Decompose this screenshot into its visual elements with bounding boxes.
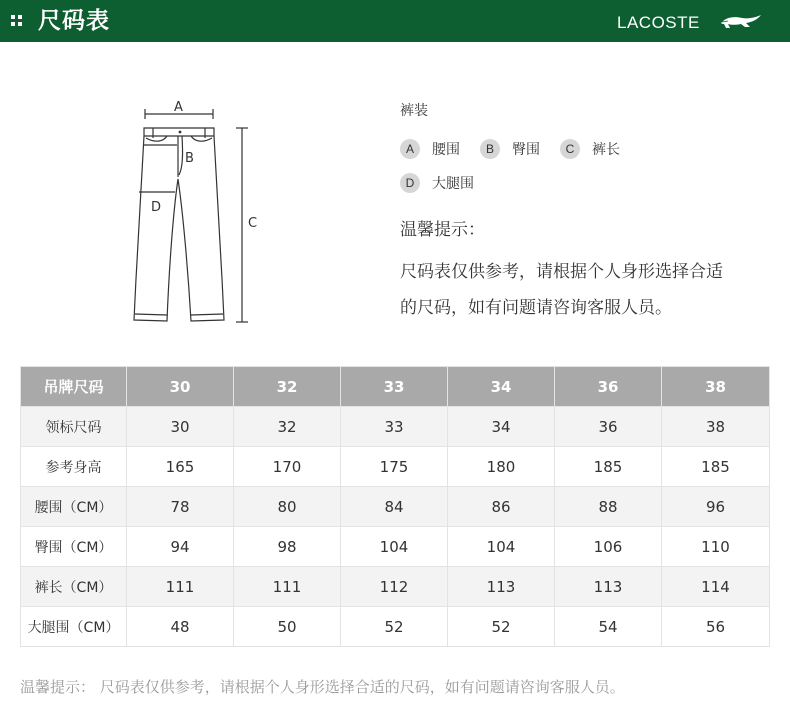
legend-label: 裤长 [592, 142, 620, 158]
label-d: D [151, 200, 162, 215]
table-cell: 111 [127, 567, 234, 607]
brand-name: LACOSTE [617, 13, 700, 32]
row-label: 领标尺码 [21, 407, 127, 447]
pants-diagram [125, 95, 270, 330]
table-row [21, 447, 770, 487]
header-cell: 33 [341, 367, 448, 407]
header-cell: 38 [662, 367, 770, 407]
table-cell: 104 [448, 527, 555, 567]
table-cell: 113 [448, 567, 555, 607]
table-cell: 110 [662, 527, 770, 567]
table-cell: 114 [662, 567, 770, 607]
table-cell: 84 [341, 487, 448, 527]
table-cell: 80 [234, 487, 341, 527]
label-c: C [248, 216, 258, 231]
badge-d: D [400, 173, 420, 193]
header-cell: 36 [555, 367, 662, 407]
legend-item [560, 139, 620, 159]
tip-body [400, 254, 780, 326]
table-cell: 96 [662, 487, 770, 527]
table-cell: 111 [234, 567, 341, 607]
table-cell: 86 [448, 487, 555, 527]
badge-b: B [480, 139, 500, 159]
legend-heading: 裤装 [400, 103, 428, 119]
row-label: 大腿围（CM） [21, 607, 127, 647]
table-cell: 30 [127, 407, 234, 447]
row-label: 裤长（CM） [21, 567, 127, 607]
size-table [20, 366, 770, 647]
header-cell: 吊牌尺码 [21, 367, 127, 407]
table-cell: 32 [234, 407, 341, 447]
table-row [21, 567, 770, 607]
table-cell: 78 [127, 487, 234, 527]
header-cell: 30 [127, 367, 234, 407]
table-cell: 36 [555, 407, 662, 447]
legend-label: 腰围 [432, 142, 460, 158]
table-cell: 56 [662, 607, 770, 647]
table-cell: 180 [448, 447, 555, 487]
table-cell: 104 [341, 527, 448, 567]
row-label: 参考身高 [21, 447, 127, 487]
measurement-legend [400, 100, 780, 192]
grid-dots-icon [11, 15, 25, 29]
table-cell: 50 [234, 607, 341, 647]
table-cell: 185 [555, 447, 662, 487]
table-cell: 94 [127, 527, 234, 567]
table-cell: 34 [448, 407, 555, 447]
table-cell: 113 [555, 567, 662, 607]
legend-row [400, 171, 494, 195]
table-row [21, 607, 770, 647]
page-title: 尺码表 [38, 8, 110, 34]
table-cell: 88 [555, 487, 662, 527]
table-row [21, 487, 770, 527]
row-label: 腰围（CM） [21, 487, 127, 527]
table-row [21, 527, 770, 567]
table-cell: 175 [341, 447, 448, 487]
table-cell: 170 [234, 447, 341, 487]
tip-line: 的尺码，如有问题请咨询客服人员。 [400, 298, 672, 318]
tip-title: 温馨提示： [400, 220, 485, 240]
legend-label: 大腿围 [432, 176, 474, 192]
table-header-row [21, 367, 770, 407]
label-a: A [174, 100, 183, 115]
legend-item [400, 173, 474, 193]
legend-row [400, 137, 640, 161]
table-cell: 54 [555, 607, 662, 647]
table-cell: 112 [341, 567, 448, 607]
badge-a: A [400, 139, 420, 159]
table-cell: 165 [127, 447, 234, 487]
tip-line: 尺码表仅供参考，请根据个人身形选择合适 [400, 262, 723, 282]
table-cell: 38 [662, 407, 770, 447]
crocodile-logo-icon [720, 12, 762, 32]
legend-item [400, 139, 460, 159]
table-row [21, 407, 770, 447]
table-cell: 33 [341, 407, 448, 447]
table-cell: 98 [234, 527, 341, 567]
badge-c: C [560, 139, 580, 159]
header-bar [0, 0, 790, 42]
legend-label: 臀围 [512, 142, 540, 158]
legend-item [480, 139, 540, 159]
footer-note: 温馨提示： 尺码表仅供参考，请根据个人身形选择合适的尺码，如有问题请咨询客服人员。 [20, 678, 625, 696]
table-cell: 106 [555, 527, 662, 567]
header-cell: 32 [234, 367, 341, 407]
table-cell: 52 [341, 607, 448, 647]
table-cell: 48 [127, 607, 234, 647]
row-label: 臀围（CM） [21, 527, 127, 567]
label-b: B [185, 151, 194, 166]
table-cell: 185 [662, 447, 770, 487]
table-cell: 52 [448, 607, 555, 647]
header-cell: 34 [448, 367, 555, 407]
